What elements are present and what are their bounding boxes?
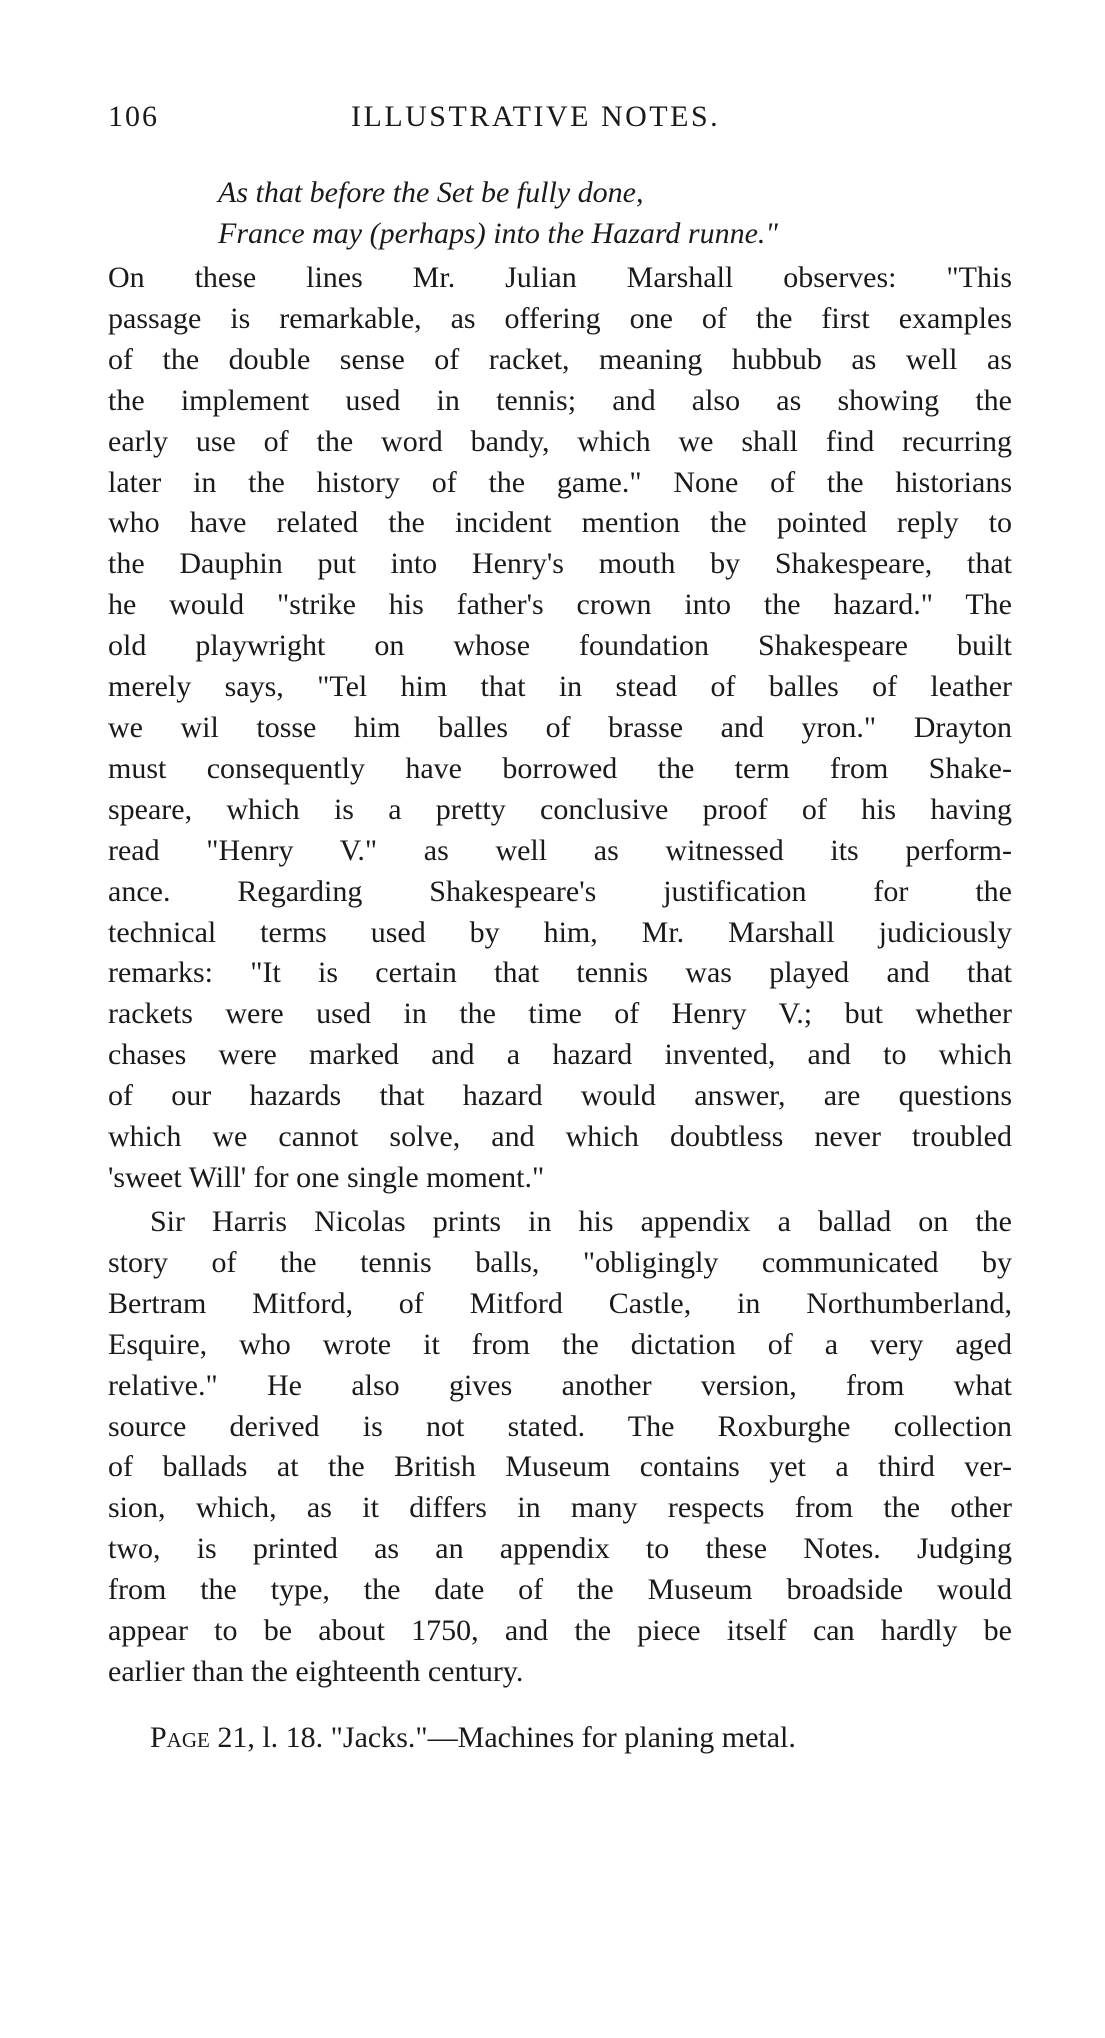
text-line: of ballads at the British Museum contains yet a third ver-: [108, 1450, 1012, 1484]
page-reference-label: Page: [150, 1721, 210, 1754]
text-line: later in the history of the game." None of the historians: [108, 465, 1012, 499]
text-line: Esquire, who wrote it from the dictation of a very aged: [108, 1327, 1012, 1361]
running-title: ILLUSTRATIVE NOTES.: [351, 100, 721, 133]
text-line: Bertram Mitford, of Mitford Castle, in Northumberland,: [108, 1286, 1012, 1320]
text-line: sion, which, as it differs in many respects from the other: [108, 1491, 1012, 1525]
text-line: merely says, "Tel him that in stead of balles of leather: [108, 670, 1012, 704]
paragraph-page-note: [108, 1718, 1012, 1759]
text-line: must consequently have borrowed the term from Shake-: [108, 751, 1012, 785]
verse-line: France may (perhaps) into the Hazard runne.": [218, 217, 779, 250]
text-line: 'sweet Will' for one single moment.": [108, 1160, 545, 1194]
text-line: he would "strike his father's crown into the hazard." The: [108, 588, 1012, 622]
text-line: rackets were used in the time of Henry V.; but whether: [108, 997, 1012, 1031]
text-line: the implement used in tennis; and also as showing the: [108, 383, 1012, 417]
text-line: from the type, the date of the Museum broadside would: [108, 1573, 1012, 1607]
text-line: we wil tosse him balles of brasse and yron." Drayton: [108, 710, 1012, 744]
verse-quotation: [108, 172, 1008, 254]
page-number: 106: [108, 100, 159, 133]
text-line: of the double sense of racket, meaning hubbub as well as: [108, 342, 1012, 376]
text-line: technical terms used by him, Mr. Marshall judiciously: [108, 915, 1012, 949]
text-line: old playwright on whose foundation Shakespeare built: [108, 629, 1012, 663]
text-line: the Dauphin put into Henry's mouth by Shakespeare, that: [108, 547, 1012, 581]
text-line: of our hazards that hazard would answer, are questions: [108, 1079, 1012, 1113]
text-line: two, is printed as an appendix to these Notes. Judging: [108, 1532, 1012, 1566]
text-line: remarks: "It is certain that tennis was played and that: [108, 956, 1012, 990]
text-line: chases were marked and a hazard invented, and to which: [108, 1038, 1012, 1072]
text-line: Sir Harris Nicolas prints in his appendix a ballad on the: [150, 1205, 1012, 1238]
text-line: ance. Regarding Shakespeare's justification for the: [108, 874, 1012, 908]
page-header: [108, 100, 1008, 144]
text-line: story of the tennis balls, "obligingly communicated by: [108, 1245, 1012, 1279]
text-line: source derived is not stated. The Roxburghe collection: [108, 1409, 1012, 1443]
text-line: speare, which is a pretty conclusive proof of his having: [108, 792, 1012, 826]
text-line: passage is remarkable, as offering one of the first examples: [108, 301, 1012, 335]
paragraph-marshall-commentary: [108, 258, 1012, 1199]
text-line: which we cannot solve, and which doubtless never troubled: [108, 1120, 1012, 1154]
text-line: earlier than the eighteenth century.: [108, 1654, 524, 1688]
text-line: [108, 1718, 1012, 1759]
text-line: relative." He also gives another version, from what: [108, 1368, 1012, 1402]
text-line: read "Henry V." as well as witnessed its perform-: [108, 833, 1012, 867]
page-note-text: 21, l. 18. "Jacks."—Machines for planing metal.: [209, 1721, 796, 1754]
text-line: On these lines Mr. Julian Marshall observes: "This: [108, 261, 1012, 294]
paragraph-nicolas-ballad: [108, 1202, 1012, 1693]
text-line: appear to be about 1750, and the piece itself can hardly be: [108, 1614, 1012, 1648]
text-line: early use of the word bandy, which we shall find recurring: [108, 424, 1012, 458]
text-line: who have related the incident mention the pointed reply to: [108, 506, 1012, 540]
verse-line: As that before the Set be fully done,: [218, 176, 644, 209]
